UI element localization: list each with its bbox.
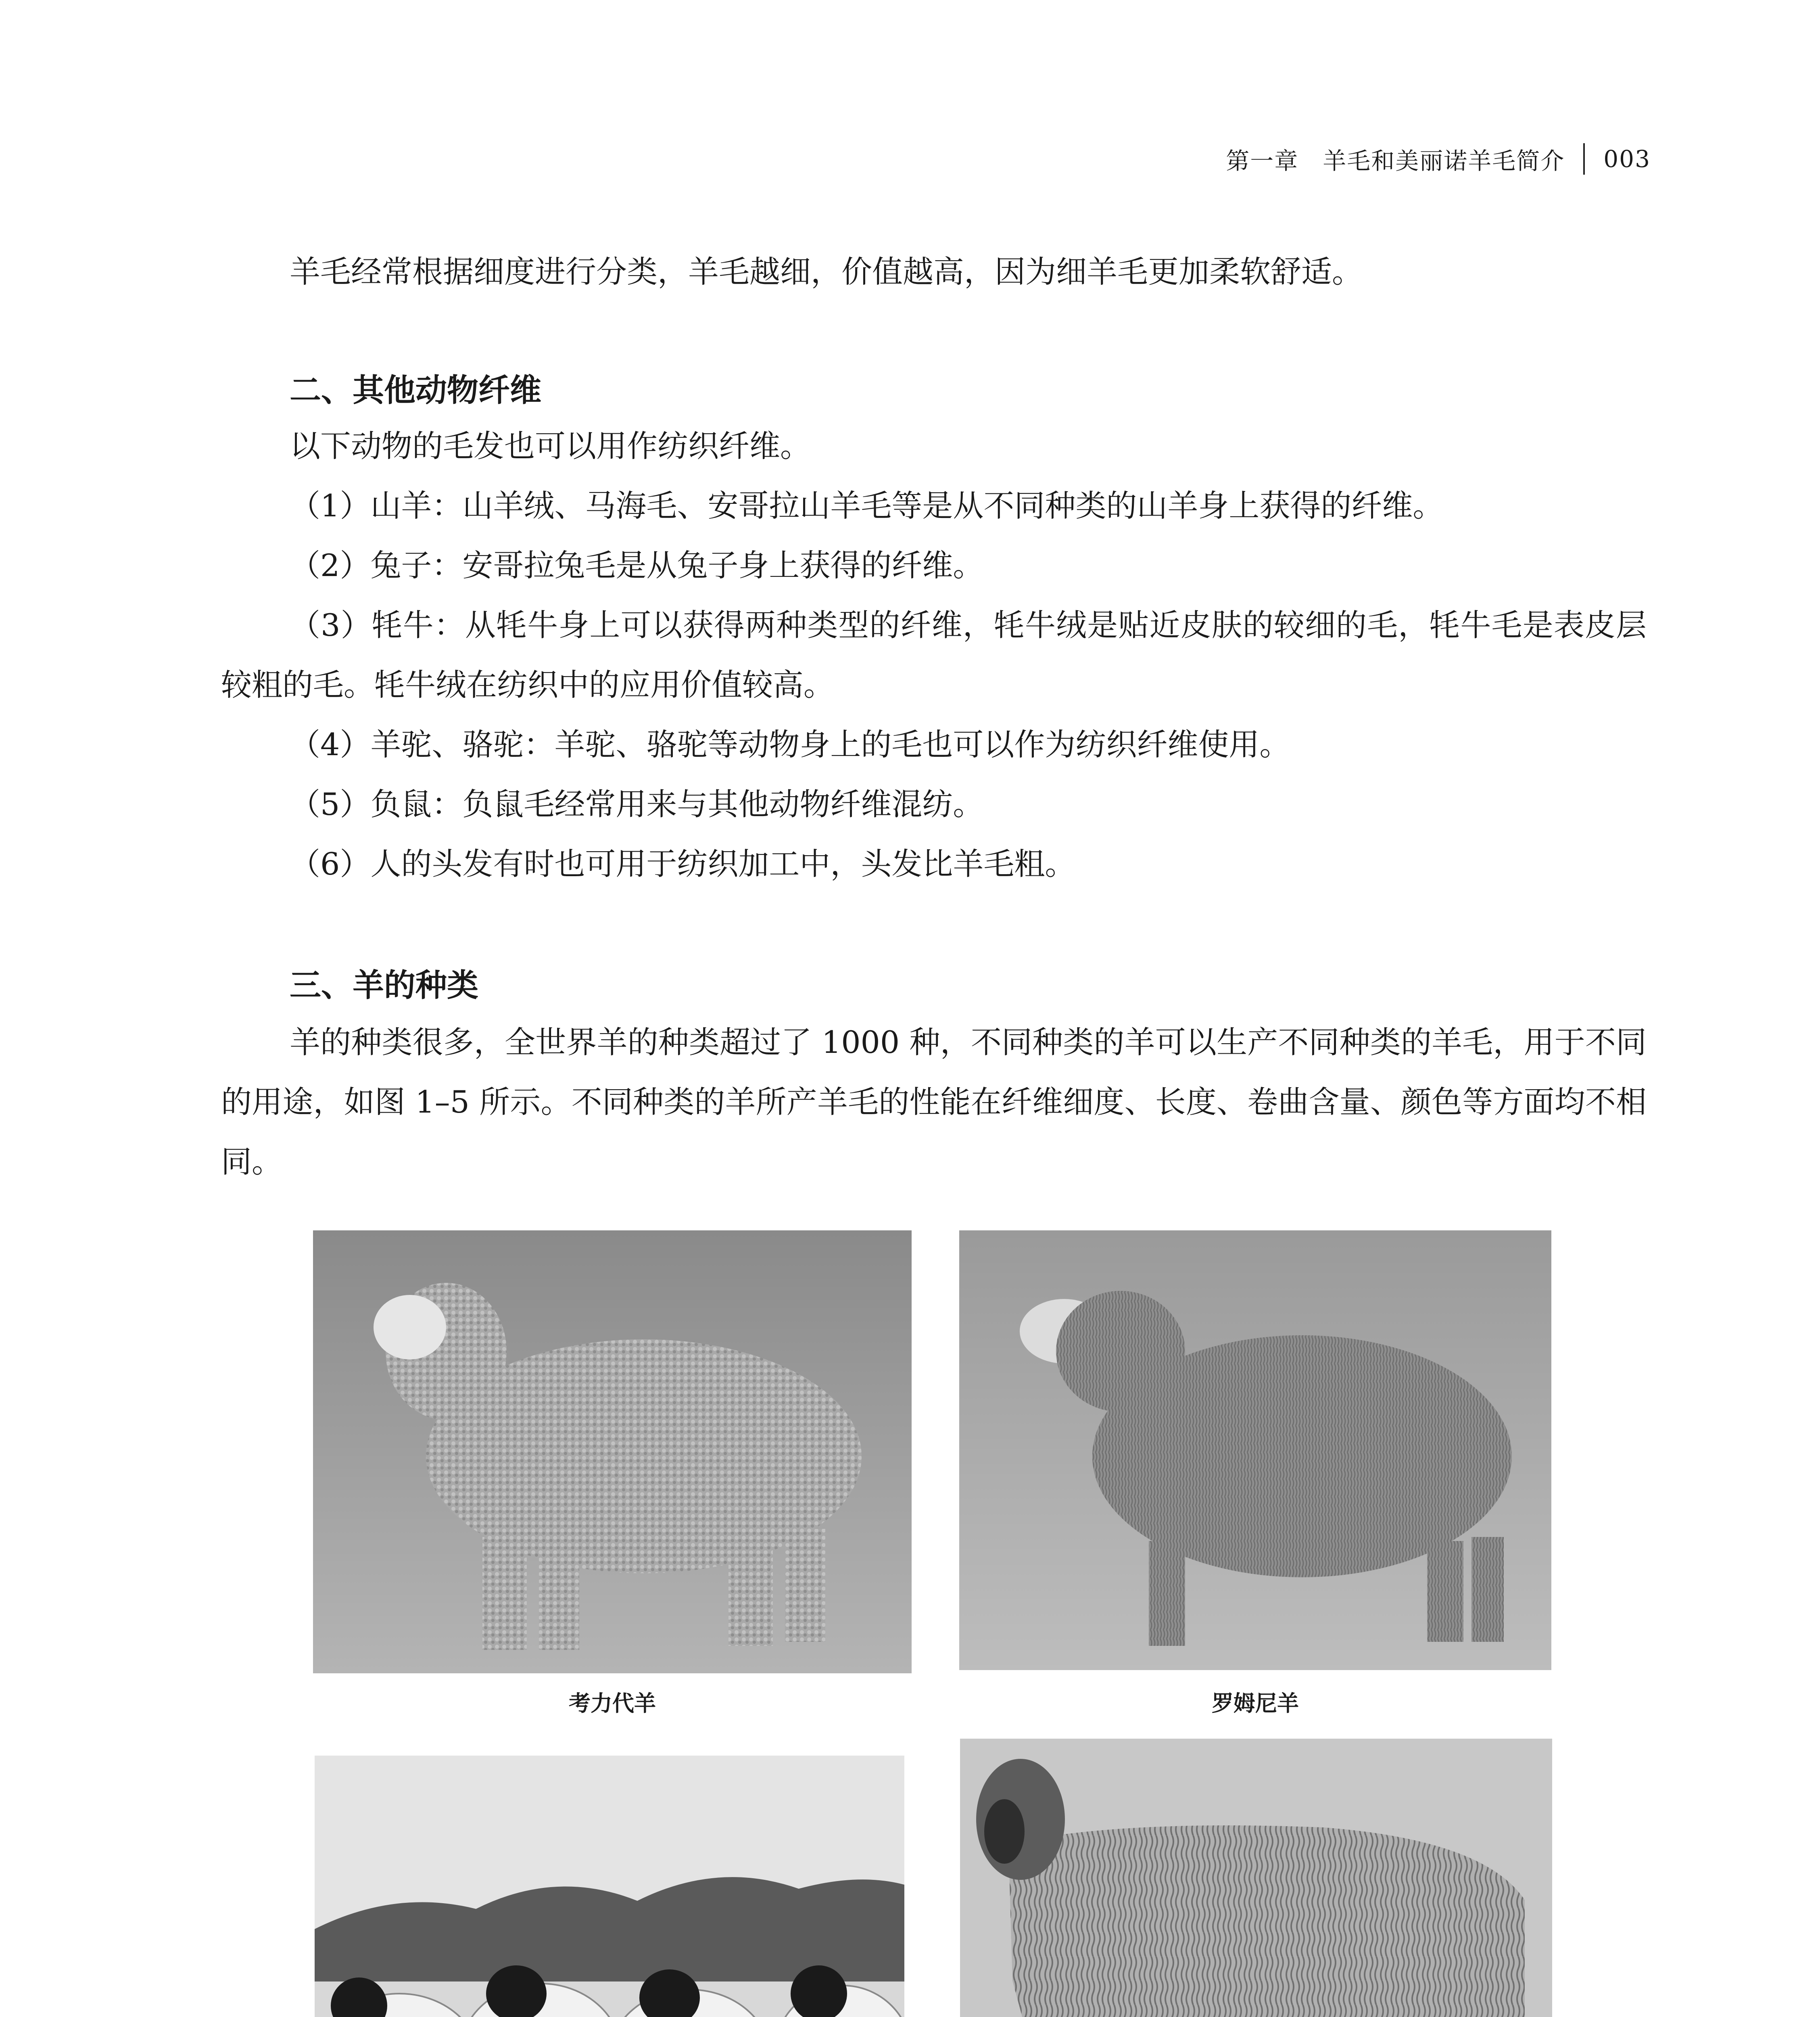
chapter-title: 第一章 羊毛和美丽诺羊毛简介 xyxy=(1226,147,1565,175)
lustre-wool-sheep-photo xyxy=(960,1739,1552,2017)
section-heading-other-fibers: 二、其他动物纤维 xyxy=(290,372,542,409)
romney-sheep-photo xyxy=(959,1230,1551,1670)
hill-breed-sheep-photo xyxy=(315,1756,904,2017)
list-item: （6）人的头发有时也可用于纺织加工中，头发比羊毛粗。 xyxy=(290,846,1076,882)
header-divider xyxy=(1583,143,1585,175)
photo-caption: 罗姆尼羊 xyxy=(1212,1690,1299,1716)
list-item: （1）山羊：山羊绒、马海毛、安哥拉山羊毛等是从不同种类的山羊身上获得的纤维。 xyxy=(290,488,1444,524)
intro-paragraph: 羊毛经常根据细度进行分类，羊毛越细，价值越高，因为细羊毛更加柔软舒适。 xyxy=(290,254,1363,290)
running-header xyxy=(1226,142,1651,176)
list-item: （5）负鼠：负鼠毛经常用来与其他动物纤维混纺。 xyxy=(290,786,984,822)
list-item: （2）兔子：安哥拉兔毛是从兔子身上获得的纤维。 xyxy=(290,547,984,583)
section-body: 羊的种类很多，全世界羊的种类超过了 1000 种，不同种类的羊可以生产不同种类的羊毛，用于不同的用途，如图 1–5 所示。不同种类的羊所产羊毛的性能在纤维细度、长度、卷曲含量、颜色等方面均不相同。 xyxy=(221,1024,1647,1180)
section-heading-sheep-breeds: 三、羊的种类 xyxy=(290,967,479,1004)
list-item: （3）牦牛：从牦牛身上可以获得两种类型的纤维，牦牛绒是贴近皮肤的较细的毛，牦牛毛是表皮层较粗的毛。牦牛绒在纺织中的应用价值较高。 xyxy=(221,607,1647,703)
list-item: （4）羊驼、骆驼：羊驼、骆驼等动物身上的毛也可以作为纺织纤维使用。 xyxy=(290,727,1290,762)
corriedale-sheep-photo xyxy=(313,1230,912,1673)
photo-caption: 考力代羊 xyxy=(569,1690,656,1716)
page-number: 003 xyxy=(1603,145,1651,173)
section-lead: 以下动物的毛发也可以用作纺织纤维。 xyxy=(290,428,811,464)
